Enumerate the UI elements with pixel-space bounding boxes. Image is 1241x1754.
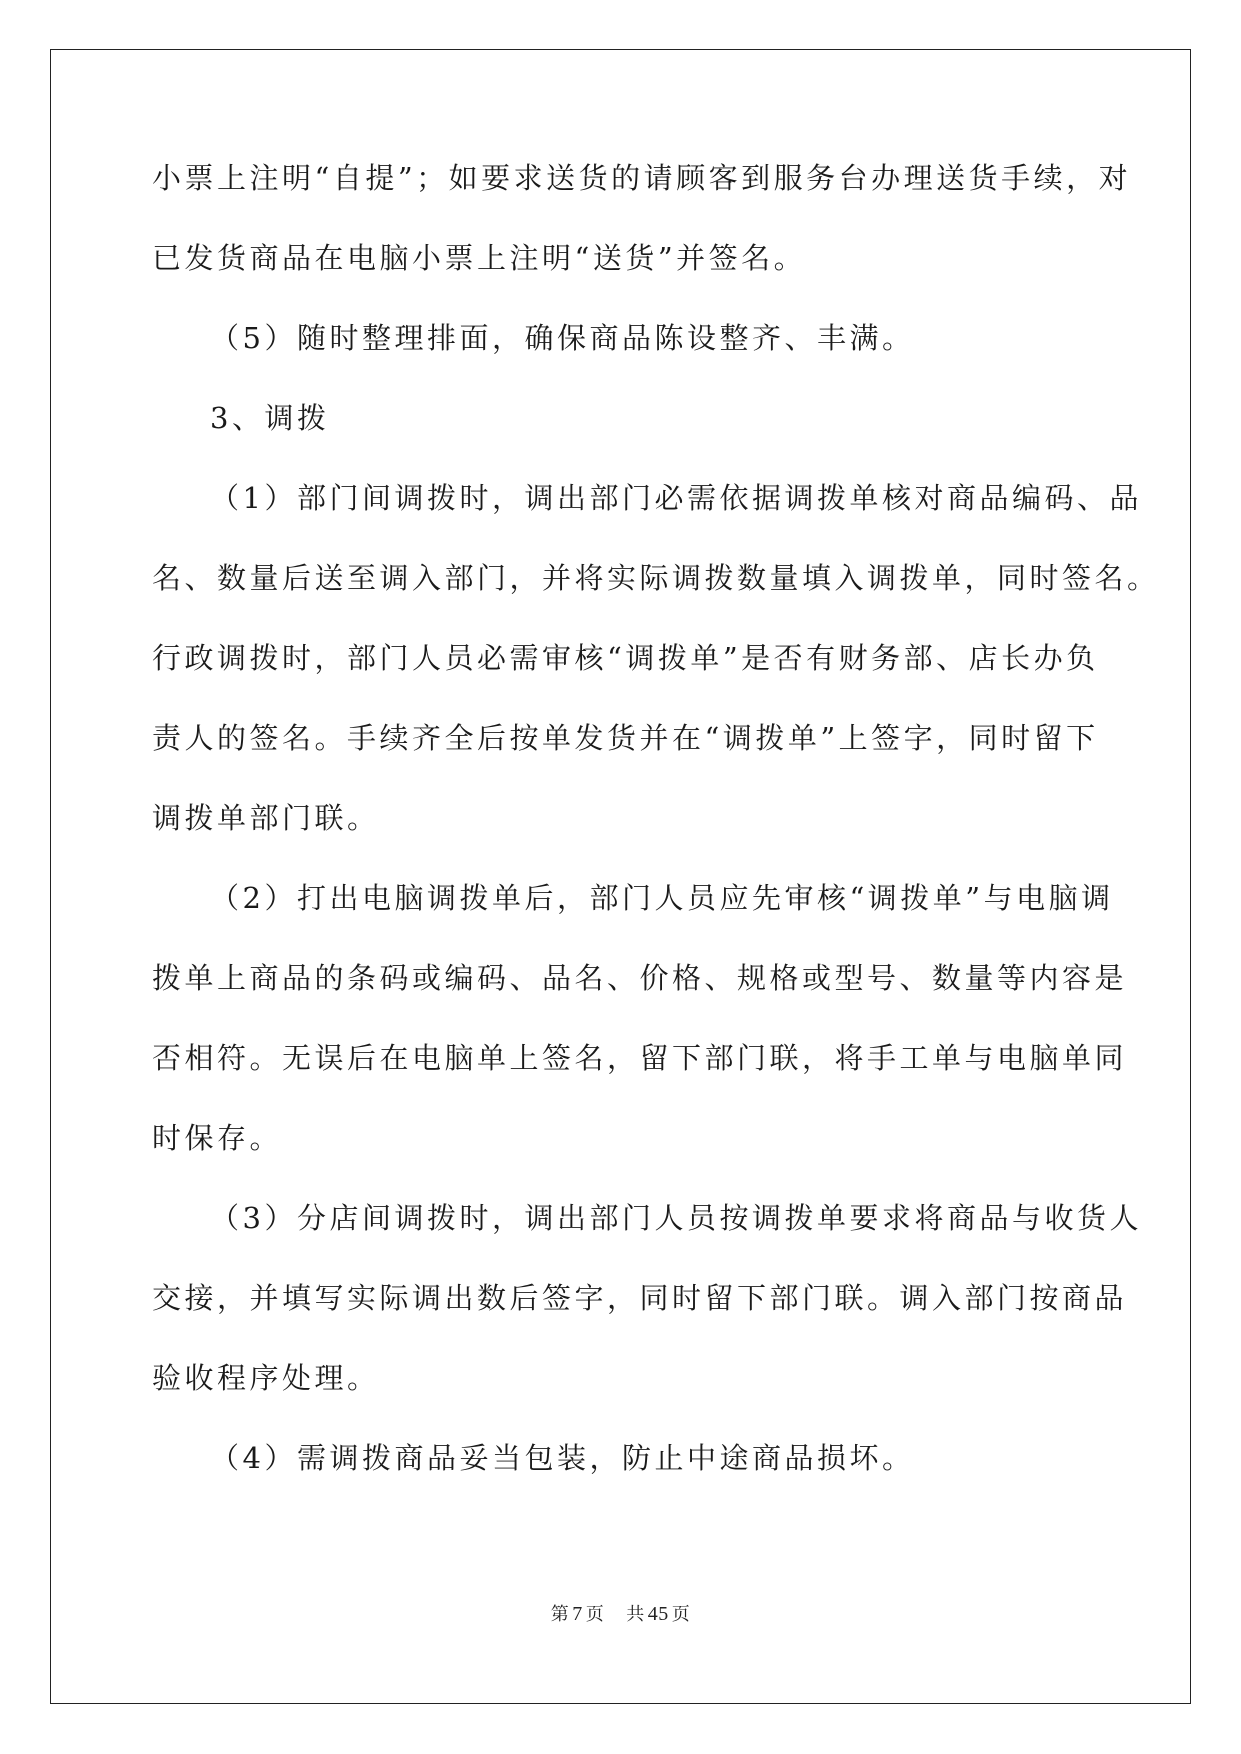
footer-total-prefix: 共 <box>626 1604 645 1625</box>
body-line: 小票上注明“自提”；如要求送货的请顾客到服务台办理送货手续，对 <box>152 161 1132 195</box>
body-line: 名、数量后送至调入部门，并将实际调拨数量填入调拨单，同时签名。 <box>152 561 1160 595</box>
footer-prefix: 第 <box>550 1604 570 1625</box>
body-line: 验收程序处理。 <box>152 1361 380 1395</box>
section-heading: 3、调拨 <box>210 401 330 435</box>
body-line: 行政调拨时，部门人员必需审核“调拨单”是否有财务部、店长办负 <box>152 641 1099 675</box>
body-line: 拨单上商品的条码或编码、品名、价格、规格或型号、数量等内容是 <box>152 961 1128 995</box>
list-item-4: （4）需调拨商品妥当包装，防止中途商品损坏。 <box>210 1441 915 1475</box>
list-item-2: （2）打出电脑调拨单后，部门人员应先审核“调拨单”与电脑调 <box>210 881 1114 915</box>
list-item-1: （1）部门间调拨时，调出部门必需依据调拨单核对商品编码、品 <box>210 481 1142 515</box>
body-line: 交接，并填写实际调出数后签字，同时留下部门联。调入部门按商品 <box>152 1281 1128 1315</box>
document-body <box>152 161 1160 1523</box>
list-item-3: （3）分店间调拨时，调出部门人员按调拨单要求将商品与收货人 <box>210 1201 1142 1235</box>
list-item-5: （5）随时整理排面，确保商品陈设整齐、丰满。 <box>210 321 915 355</box>
body-line: 已发货商品在电脑小票上注明“送货”并签名。 <box>152 241 807 275</box>
body-line: 调拨单部门联。 <box>152 801 380 835</box>
body-line: 责人的签名。手续齐全后按单发货并在“调拨单”上签字，同时留下 <box>152 721 1099 755</box>
total-pages-number: 45 <box>647 1603 669 1625</box>
body-line: 否相符。无误后在电脑单上签名，留下部门联，将手工单与电脑单同 <box>152 1041 1128 1075</box>
page-footer <box>0 1600 1241 1626</box>
body-line: 时保存。 <box>152 1121 283 1155</box>
footer-page-suffix: 页 <box>585 1604 605 1625</box>
current-page-number: 7 <box>572 1603 583 1625</box>
footer-total-suffix: 页 <box>671 1604 691 1625</box>
